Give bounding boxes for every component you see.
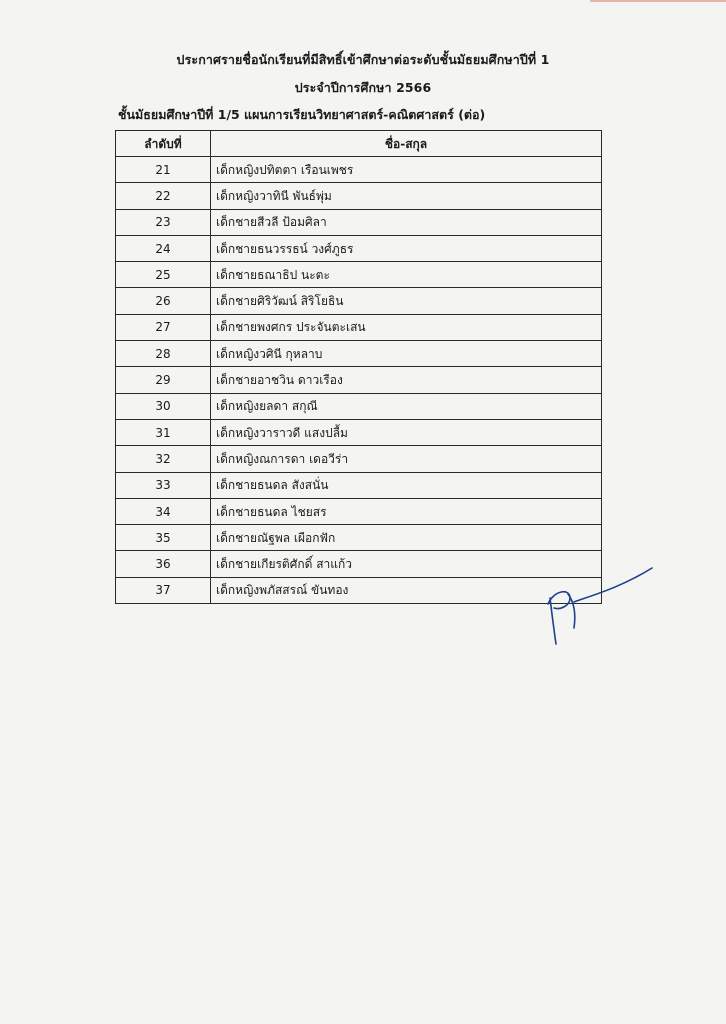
document-year: ประจำปีการศึกษา 2566 — [294, 80, 432, 95]
row-number: 32 — [116, 446, 211, 472]
row-number: 30 — [116, 393, 211, 419]
student-name: เด็กหญิงวาราวดี แสงปลื้ม — [211, 419, 602, 445]
student-name: เด็กหญิงปทิตตา เรือนเพชร — [211, 157, 602, 183]
student-name: เด็กชายเกียรติศักดิ์ สาแก้ว — [211, 551, 602, 577]
table-row — [116, 446, 602, 472]
column-header-name: ชื่อ-สกุล — [211, 131, 602, 157]
document-title: ประกาศรายชื่อนักเรียนที่มีสิทธิ์เข้าศึกษาต่อระดับชั้นมัธยมศึกษาปีที่ 1 — [176, 52, 550, 67]
student-name: เด็กหญิงวศินี กุหลาบ — [211, 341, 602, 367]
student-name: เด็กชายสีวลี ป้อมศิลา — [211, 209, 602, 235]
table-row — [116, 393, 602, 419]
student-name: เด็กหญิงยลดา สกุณี — [211, 393, 602, 419]
row-number: 34 — [116, 498, 211, 524]
row-number: 28 — [116, 341, 211, 367]
student-name: เด็กชายศิริวัฒน์ สิริโยธิน — [211, 288, 602, 314]
row-number: 23 — [116, 209, 211, 235]
row-number: 31 — [116, 419, 211, 445]
student-table — [115, 130, 602, 604]
table-row — [116, 525, 602, 551]
table-row — [116, 551, 602, 577]
student-name: เด็กชายธนดล สังสนั่น — [211, 472, 602, 498]
table-row — [116, 577, 602, 603]
table-row — [116, 183, 602, 209]
table-row — [116, 472, 602, 498]
table-row — [116, 498, 602, 524]
student-name: เด็กชายธณาธิป นะตะ — [211, 262, 602, 288]
student-name: เด็กชายธนวรรธน์ วงศ์ภูธร — [211, 235, 602, 261]
table-header-row — [116, 131, 602, 157]
table-row — [116, 235, 602, 261]
table-row — [116, 262, 602, 288]
table-row — [116, 288, 602, 314]
class-subtitle: ชั้นมัธยมศึกษาปีที่ 1/5 แผนการเรียนวิทยาศาสตร์-คณิตศาสตร์ (ต่อ) — [118, 107, 486, 122]
student-name: เด็กชายณัฐพล เผือกฟัก — [211, 525, 602, 551]
signature-icon — [540, 560, 660, 650]
student-name: เด็กหญิงณการดา เดอวีร่า — [211, 446, 602, 472]
table-row — [116, 209, 602, 235]
row-number: 21 — [116, 157, 211, 183]
row-number: 22 — [116, 183, 211, 209]
row-number: 26 — [116, 288, 211, 314]
table-row — [116, 367, 602, 393]
student-name: เด็กชายพงศกร ประจันตะเสน — [211, 314, 602, 340]
student-name: เด็กชายธนดล ไชยสร — [211, 498, 602, 524]
table-row — [116, 157, 602, 183]
row-number: 35 — [116, 525, 211, 551]
table-row — [116, 314, 602, 340]
student-name: เด็กหญิงพภัสสรณ์ ขันทอง — [211, 577, 602, 603]
column-header-number: ลำดับที่ — [116, 131, 211, 157]
row-number: 36 — [116, 551, 211, 577]
table-row — [116, 419, 602, 445]
student-name: เด็กชายอาชวิน ดาวเรือง — [211, 367, 602, 393]
table-row — [116, 341, 602, 367]
student-name: เด็กหญิงวาทินี พันธ์พุ่ม — [211, 183, 602, 209]
row-number: 33 — [116, 472, 211, 498]
row-number: 27 — [116, 314, 211, 340]
row-number: 25 — [116, 262, 211, 288]
row-number: 37 — [116, 577, 211, 603]
page-edge-mark — [590, 0, 726, 2]
row-number: 29 — [116, 367, 211, 393]
row-number: 24 — [116, 235, 211, 261]
